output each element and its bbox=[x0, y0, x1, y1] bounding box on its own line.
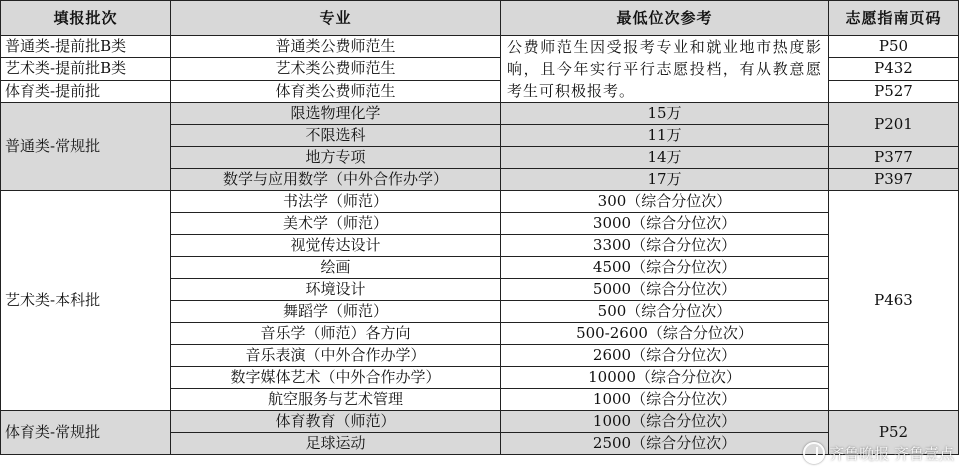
rank-cell: 14万 bbox=[501, 147, 829, 169]
batch-cell: 艺术类-本科批 bbox=[1, 191, 171, 411]
header-major: 专业 bbox=[171, 1, 501, 36]
batch-cell: 普通类-常规批 bbox=[1, 103, 171, 191]
page-cell: P463 bbox=[829, 191, 959, 411]
rank-cell: 15万 bbox=[501, 103, 829, 125]
page-cell: P527 bbox=[829, 80, 959, 102]
rank-cell: 4500（综合分位次） bbox=[501, 257, 829, 279]
major-cell: 不限选科 bbox=[171, 125, 501, 147]
page-cell: P52 bbox=[829, 411, 959, 455]
watermark-text: 齐鲁晚报 齐鲁壹点 bbox=[829, 444, 954, 463]
publisher-logo-icon bbox=[803, 442, 825, 464]
major-cell: 音乐学（师范）各方向 bbox=[171, 323, 501, 345]
rank-cell: 5000（综合分位次） bbox=[501, 279, 829, 301]
page-cell: P377 bbox=[829, 147, 959, 169]
major-cell: 艺术类公费师范生 bbox=[171, 58, 501, 80]
page-cell: P50 bbox=[829, 36, 959, 58]
rank-cell: 2500（综合分位次） bbox=[501, 433, 829, 455]
rank-cell: 3300（综合分位次） bbox=[501, 235, 829, 257]
batch-cell: 体育类-提前批 bbox=[1, 80, 171, 102]
header-rank: 最低位次参考 bbox=[501, 1, 829, 36]
batch-cell: 艺术类-提前批B类 bbox=[1, 58, 171, 80]
header-batch: 填报批次 bbox=[1, 1, 171, 36]
major-cell: 足球运动 bbox=[171, 433, 501, 455]
rank-cell: 17万 bbox=[501, 169, 829, 191]
major-cell: 体育类公费师范生 bbox=[171, 80, 501, 102]
table-row bbox=[1, 36, 959, 58]
rank-cell: 1000（综合分位次） bbox=[501, 389, 829, 411]
rank-cell: 500-2600（综合分位次） bbox=[501, 323, 829, 345]
rank-cell: 300（综合分位次） bbox=[501, 191, 829, 213]
page-cell: P397 bbox=[829, 169, 959, 191]
table-row bbox=[1, 411, 959, 433]
page-cell: P432 bbox=[829, 58, 959, 80]
header-row bbox=[1, 1, 959, 36]
major-cell: 书法学（师范） bbox=[171, 191, 501, 213]
major-cell: 环境设计 bbox=[171, 279, 501, 301]
table-row bbox=[1, 191, 959, 213]
major-cell: 航空服务与艺术管理 bbox=[171, 389, 501, 411]
major-cell: 限选物理化学 bbox=[171, 103, 501, 125]
publisher-watermark bbox=[803, 442, 954, 464]
major-cell: 地方专项 bbox=[171, 147, 501, 169]
table-header bbox=[1, 1, 959, 36]
batch-cell: 体育类-常规批 bbox=[1, 411, 171, 455]
table-body bbox=[1, 36, 959, 455]
major-cell: 视觉传达设计 bbox=[171, 235, 501, 257]
major-cell: 音乐表演（中外合作办学） bbox=[171, 345, 501, 367]
header-page: 志愿指南页码 bbox=[829, 1, 959, 36]
batch-cell: 普通类-提前批B类 bbox=[1, 36, 171, 58]
table-row bbox=[1, 103, 959, 125]
major-cell: 数字媒体艺术（中外合作办学） bbox=[171, 367, 501, 389]
major-cell: 美术学（师范） bbox=[171, 213, 501, 235]
rank-cell: 2600（综合分位次） bbox=[501, 345, 829, 367]
major-cell: 舞蹈学（师范） bbox=[171, 301, 501, 323]
rank-cell: 10000（综合分位次） bbox=[501, 367, 829, 389]
major-cell: 体育教育（师范） bbox=[171, 411, 501, 433]
page-cell: P201 bbox=[829, 103, 959, 147]
major-cell: 数学与应用数学（中外合作办学） bbox=[171, 169, 501, 191]
rank-cell: 500（综合分位次） bbox=[501, 301, 829, 323]
rank-cell: 1000（综合分位次） bbox=[501, 411, 829, 433]
major-cell: 绘画 bbox=[171, 257, 501, 279]
rank-cell: 3000（综合分位次） bbox=[501, 213, 829, 235]
rank-cell: 11万 bbox=[501, 125, 829, 147]
early-batch-note: 公费师范生因受报考专业和就业地市热度影响，且今年实行平行志愿投档，有从教意愿考生可积极报考。 bbox=[501, 36, 829, 103]
major-cell: 普通类公费师范生 bbox=[171, 36, 501, 58]
